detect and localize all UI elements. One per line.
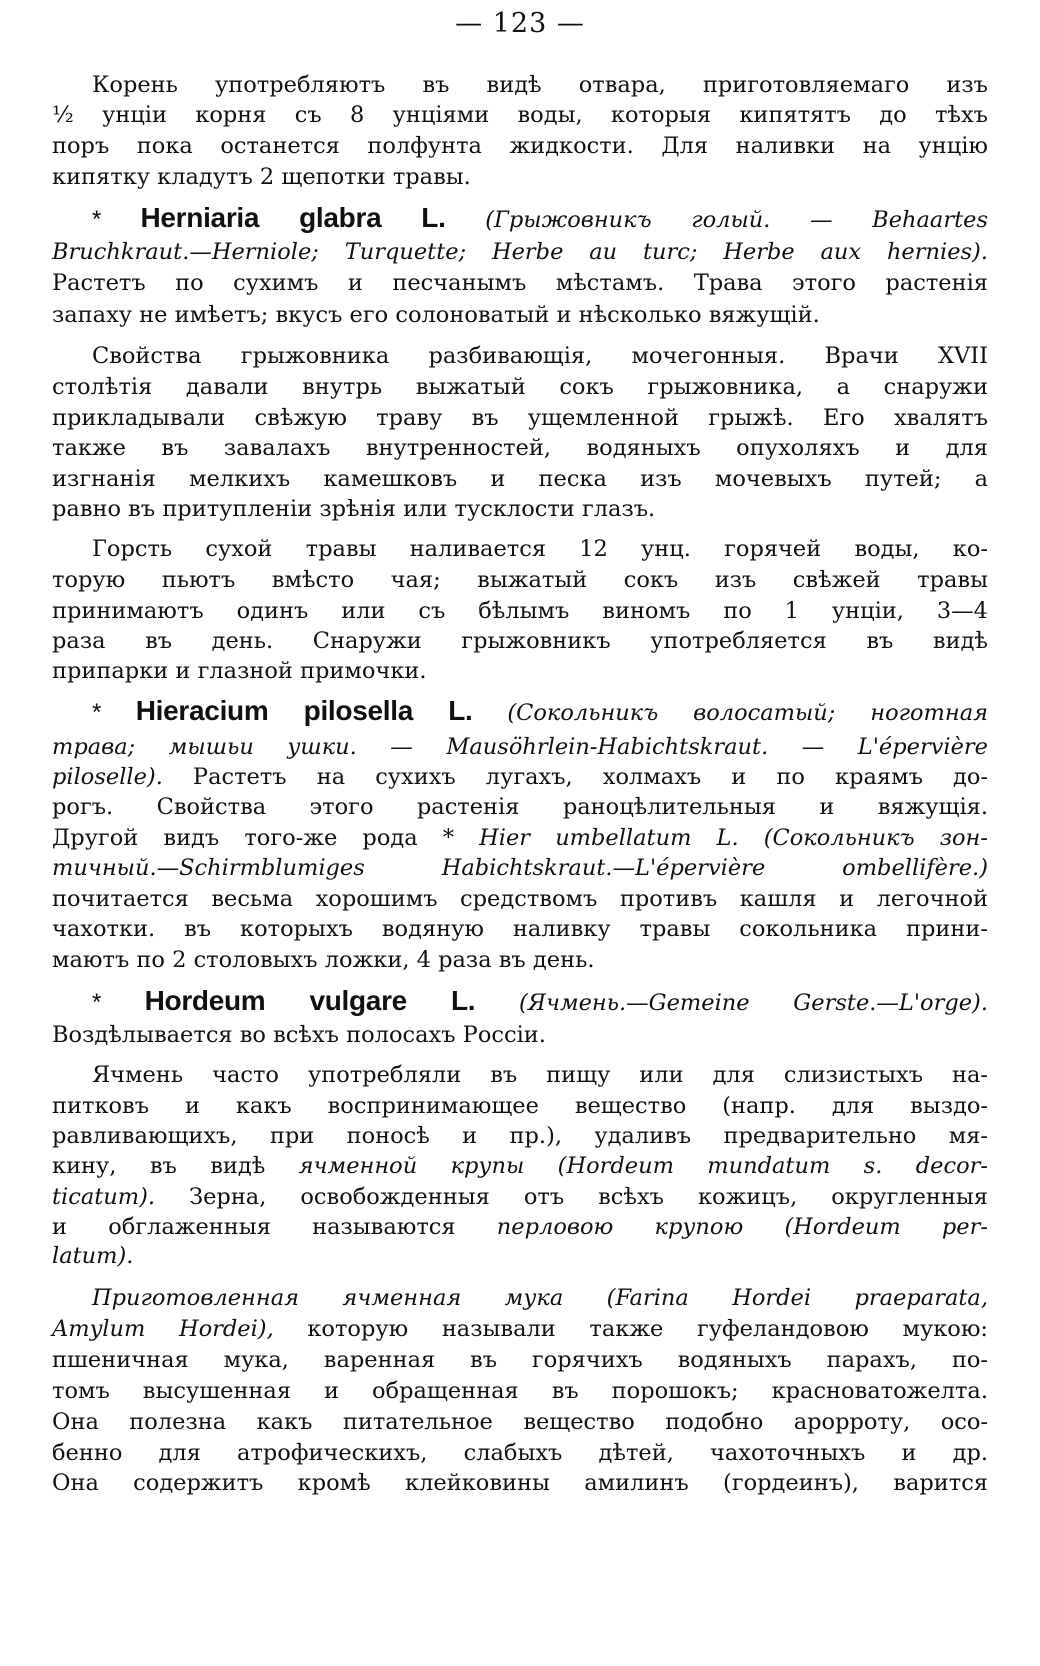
text-run: Она полезна какъ питательное вещество подобно арорроту, осо- — [52, 1409, 988, 1435]
text-run: маютъ по 2 столовыхъ ложки, 4 раза въ день. — [52, 947, 595, 973]
text-line — [52, 914, 988, 944]
text-run: также въ завалахъ внутренностей, водяныхъ опухоляхъ и для — [52, 435, 988, 461]
page-number: — 123 — — [455, 8, 585, 39]
text-run: припарки и глазной примочки. — [52, 658, 427, 684]
text-line — [52, 1091, 988, 1121]
text-run: перловою крупою (Hordeum per- — [496, 1214, 988, 1240]
text-run: Bruchkraut.—Herniole; Turquette; Herbe au turc; Herbe aux hernies). — [52, 239, 988, 265]
text-run: поръ пока останется полфунта жидкости. Для наливки на унцію — [52, 133, 988, 159]
asterisk-mark: * — [92, 699, 136, 726]
text-run: раза въ день. Снаружи грыжовникъ употребляется въ видѣ — [52, 628, 988, 654]
text-line — [52, 945, 988, 975]
text-line — [52, 853, 988, 883]
text-run: Она содержитъ кромѣ клейковины амилинъ (гордеинъ), варится — [52, 1470, 988, 1496]
text-run: бенно для атрофическихъ, слабыхъ дѣтей, чахоточныхъ и др. — [52, 1440, 988, 1466]
text-run: ячменной крупы (Hordeum mundatum s. decor- — [298, 1153, 988, 1179]
text-line — [52, 268, 988, 298]
text-line — [52, 792, 988, 822]
text-line — [52, 300, 988, 330]
text-line — [92, 986, 988, 1016]
text-run: кипятку кладутъ 2 щепотки травы. — [52, 164, 471, 190]
text-line — [52, 1314, 988, 1344]
text-run: томъ высушенная и обращенная въ порошокъ; красноватожелта. — [52, 1378, 988, 1404]
species-name: Herniaria glabra L. — [140, 202, 446, 233]
species-name: Hieracium pilosella L. — [135, 695, 473, 726]
text-line — [52, 1182, 988, 1212]
species-name: Hordeum vulgare L. — [144, 985, 476, 1016]
text-run: (Грыжовникъ голый. — Behaartes — [445, 207, 988, 233]
text-line — [52, 1121, 988, 1151]
text-line — [52, 1407, 988, 1437]
text-line — [52, 1020, 988, 1050]
text-run: piloselle). — [52, 764, 163, 790]
text-line — [52, 403, 988, 433]
text-line — [52, 1376, 988, 1406]
text-run: latum). — [52, 1243, 134, 1269]
text-line — [52, 1151, 988, 1181]
text-run: Hier umbellatum L. (Сокольникъ зон- — [479, 825, 988, 851]
text-run: столѣтія давали внутрь выжатый сокъ грыжовника, а снаружи — [52, 374, 988, 400]
text-run: ticatum). — [52, 1184, 156, 1210]
text-run: Воздѣлывается во всѣхъ полосахъ Россіи. — [52, 1022, 546, 1048]
text-run: равно въ притупленіи зрѣнія или тусклости глазъ. — [52, 496, 656, 522]
text-line — [52, 565, 988, 595]
text-line — [92, 1283, 988, 1313]
text-line — [52, 1241, 988, 1271]
asterisk-mark: * — [92, 206, 141, 233]
text-line — [52, 464, 988, 494]
text-run: запаху не имѣетъ; вкусъ его солоноватый и нѣсколько вяжущій. — [52, 302, 820, 328]
text-line — [52, 596, 988, 626]
text-line — [52, 884, 988, 914]
text-run: и обглаженныя называются — [52, 1214, 497, 1240]
text-line — [52, 237, 988, 267]
text-run: Свойства грыжовника разбивающія, мочегонныя. Врачи XVII — [92, 343, 988, 369]
text-line — [52, 100, 988, 130]
text-run: ½ унціи корня съ 8 унціями воды, которыя кипятятъ до тѣхъ — [52, 102, 988, 128]
text-run: принимаютъ одинъ или съ бѣлымъ виномъ по 1 унціи, 3—4 — [52, 598, 988, 624]
text-line — [52, 626, 988, 656]
text-run: Зерна, освобожденныя отъ всѣхъ кожицъ, округленныя — [155, 1184, 988, 1210]
text-line — [52, 732, 988, 762]
text-line — [52, 433, 988, 463]
text-line — [92, 696, 988, 726]
asterisk-mark: * — [92, 989, 145, 1016]
text-run: торую пьютъ вмѣсто чая; выжатый сокъ изъ свѣжей травы — [52, 567, 988, 593]
text-run: питковъ и какъ воспринимающее вещество (напр. для выздо- — [52, 1093, 988, 1119]
text-line — [52, 823, 988, 853]
text-line — [52, 1438, 988, 1468]
text-line — [92, 203, 988, 233]
text-run: изгнанія мелкихъ камешковъ и песка изъ мочевыхъ путей; а — [52, 466, 988, 492]
text-line — [92, 341, 988, 371]
text-line — [52, 494, 988, 524]
text-line — [52, 1212, 988, 1242]
text-line — [52, 131, 988, 161]
text-run: чахотки. въ которыхъ водяную наливку травы сокольника прини- — [52, 916, 988, 942]
text-line — [52, 1468, 988, 1498]
text-line — [92, 1060, 988, 1090]
text-run: почитается весьма хорошимъ средствомъ противъ кашля и легочной — [52, 886, 988, 912]
text-run: Приготовленная ячменная мука (Farina Hordei praeparata, — [92, 1285, 988, 1311]
text-run: равливающихъ, при поносѣ и пр.), удаливъ предварительно мя- — [52, 1123, 988, 1149]
text-line — [52, 372, 988, 402]
text-line — [92, 70, 988, 100]
text-run: прикладывали свѣжую траву въ ущемленной грыжѣ. Его хвалятъ — [52, 405, 988, 431]
text-run: Ячмень часто употребляли въ пищу или для слизистыхъ на- — [92, 1062, 988, 1088]
text-run: которую называли также гуфеландовою мукою: — [273, 1316, 988, 1342]
text-run: (Ячмень.—Gemeine Gerste.—L'orge). — [475, 990, 988, 1016]
text-line — [52, 162, 988, 192]
text-run: рогъ. Свойства этого растенія раноцѣлительныя и вяжущія. — [52, 794, 988, 820]
text-line — [52, 1345, 988, 1375]
text-run: Горсть сухой травы наливается 12 унц. горячей воды, ко- — [92, 536, 988, 562]
text-run: Amylum Hordei), — [52, 1316, 274, 1342]
text-line — [52, 762, 988, 792]
text-run: Растетъ по сухимъ и песчанымъ мѣстамъ. Трава этого растенія — [52, 270, 988, 296]
text-run: Корень употребляютъ въ видѣ отвара, приготовляемаго изъ — [92, 72, 988, 98]
text-run: Другой видъ того-же рода * — [52, 825, 480, 851]
text-line — [92, 534, 988, 564]
text-run: (Сокольникъ волосатый; ноготная — [472, 700, 989, 726]
text-run: трава; мышьи ушки. — Mausöhrlein-Habichtskraut. — L'épervière — [52, 734, 988, 760]
text-run: пшеничная мука, варенная въ горячихъ водяныхъ парахъ, по- — [52, 1347, 988, 1373]
text-run: тичный.—Schirmblumiges Habichtskraut.—L'épervière ombellifère.) — [52, 855, 988, 881]
text-run: Растетъ на сухихъ лугахъ, холмахъ и по краямъ до- — [162, 764, 988, 790]
text-line — [52, 656, 988, 686]
text-run: кину, въ видѣ — [52, 1153, 299, 1179]
